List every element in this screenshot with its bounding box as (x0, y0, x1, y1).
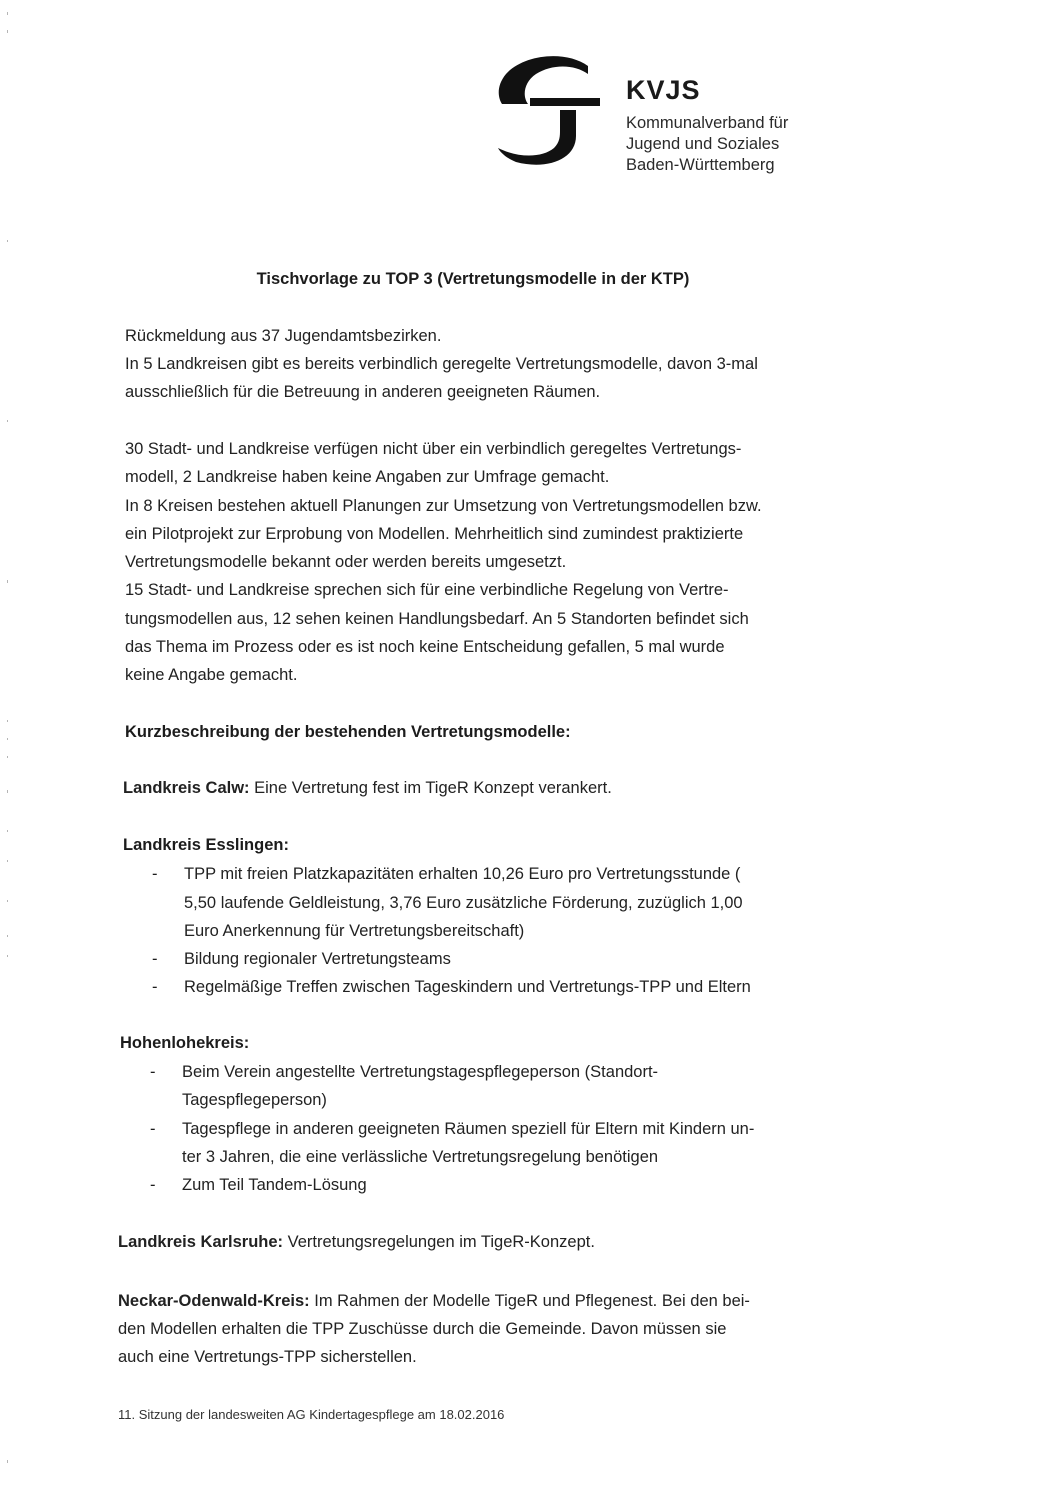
karlsruhe-entry (118, 1233, 595, 1252)
body-line: modell, 2 Landkreise haben keine Angaben zur Umfrage gemacht. (125, 468, 610, 486)
bullet-dash: - (150, 1063, 156, 1081)
bullet-dash: - (152, 865, 158, 883)
hohenlohe-bullet-line: Zum Teil Tandem-Lösung (182, 1176, 367, 1194)
hohenlohe-bullet-line: Tagespflegeperson) (182, 1091, 327, 1109)
bullet-dash: - (150, 1176, 156, 1194)
calw-entry (123, 779, 612, 798)
intro-line: In 5 Landkreisen gibt es bereits verbindlich geregelte Vertretungsmodelle, davon 3-mal (125, 355, 758, 373)
esslingen-bullet-line: 5,50 laufende Geldleistung, 3,76 Euro zusätzliche Förderung, zuzüglich 1,00 (184, 894, 743, 912)
karlsruhe-text: Vertretungsregelungen im TigeR-Konzept. (287, 1233, 595, 1251)
scan-margin-marks (4, 0, 12, 1494)
body-line: das Thema im Prozess oder es ist noch keine Entscheidung gefallen, 5 mal wurde (125, 638, 725, 656)
neckar-label: Neckar-Odenwald-Kreis: (118, 1292, 310, 1310)
document-title: Tischvorlage zu TOP 3 (Vertretungsmodelle in der KTP) (256, 270, 690, 288)
esslingen-bullet-line: Bildung regionaler Vertretungsteams (184, 950, 451, 968)
bullet-dash: - (152, 978, 158, 996)
body-line: 15 Stadt- und Landkreise sprechen sich für eine verbindliche Regelung von Vertre- (125, 581, 729, 599)
neckar-entry-line: auch eine Vertretungs-TPP sicherstellen. (118, 1348, 417, 1366)
neckar-entry-line (118, 1292, 750, 1311)
org-name-line-3: Baden-Württemberg (626, 156, 775, 174)
org-abbreviation: KVJS (626, 75, 701, 105)
bullet-dash: - (152, 950, 158, 968)
body-line: tungsmodellen aus, 12 sehen keinen Handlungsbedarf. An 5 Standorten befindet sich (125, 610, 749, 628)
esslingen-heading: Landkreis Esslingen: (123, 836, 289, 854)
body-line: keine Angabe gemacht. (125, 666, 298, 684)
kvjs-logo-icon (496, 52, 601, 172)
hohenlohe-bullet-line: ter 3 Jahren, die eine verlässliche Vertretungsregelung benötigen (182, 1148, 659, 1166)
hohenlohe-bullet-line: Tagespflege in anderen geeigneten Räumen speziell für Eltern mit Kindern un- (182, 1120, 755, 1138)
hohenlohe-heading: Hohenlohekreis: (120, 1034, 250, 1052)
body-line: 30 Stadt- und Landkreise verfügen nicht über ein verbindlich geregeltes Vertretungs- (125, 440, 742, 458)
hohenlohe-bullet-line: Beim Verein angestellte Vertretungstagespflegeperson (Standort- (182, 1063, 659, 1081)
body-line: ein Pilotprojekt zur Erprobung von Modellen. Mehrheitlich sind zumindest praktizierte (125, 525, 744, 543)
neckar-entry-line: den Modellen erhalten die TPP Zuschüsse durch die Gemeinde. Davon müssen sie (118, 1320, 727, 1338)
karlsruhe-label: Landkreis Karlsruhe: (118, 1233, 284, 1251)
esslingen-bullet-line: TPP mit freien Platzkapazitäten erhalten 10,26 Euro pro Vertretungsstunde ( (184, 865, 741, 883)
org-name-line-2: Jugend und Soziales (626, 135, 780, 153)
bullet-dash: - (150, 1120, 156, 1138)
section-heading: Kurzbeschreibung der bestehenden Vertretungsmodelle: (125, 723, 571, 741)
org-name-line-1: Kommunalverband für (626, 114, 789, 132)
intro-line: ausschließlich für die Betreuung in anderen geeigneten Räumen. (125, 383, 601, 401)
esslingen-bullet-line: Euro Anerkennung für Vertretungsbereitschaft) (184, 922, 525, 940)
body-line: Vertretungsmodelle bekannt oder werden bereits umgesetzt. (125, 553, 567, 571)
page-footer: 11. Sitzung der landesweiten AG Kindertagespflege am 18.02.2016 (118, 1407, 505, 1422)
neckar-text: Im Rahmen der Modelle TigeR und Pflegenest. Bei den bei- (314, 1292, 750, 1310)
intro-line: Rückmeldung aus 37 Jugendamtsbezirken. (125, 327, 442, 345)
body-line: In 8 Kreisen bestehen aktuell Planungen zur Umsetzung von Vertretungsmodellen bzw. (125, 497, 762, 515)
esslingen-bullet-line: Regelmäßige Treffen zwischen Tageskindern und Vertretungs-TPP und Eltern (184, 978, 751, 996)
calw-label: Landkreis Calw: (123, 779, 250, 797)
calw-text: Eine Vertretung fest im TigeR Konzept verankert. (254, 779, 612, 797)
